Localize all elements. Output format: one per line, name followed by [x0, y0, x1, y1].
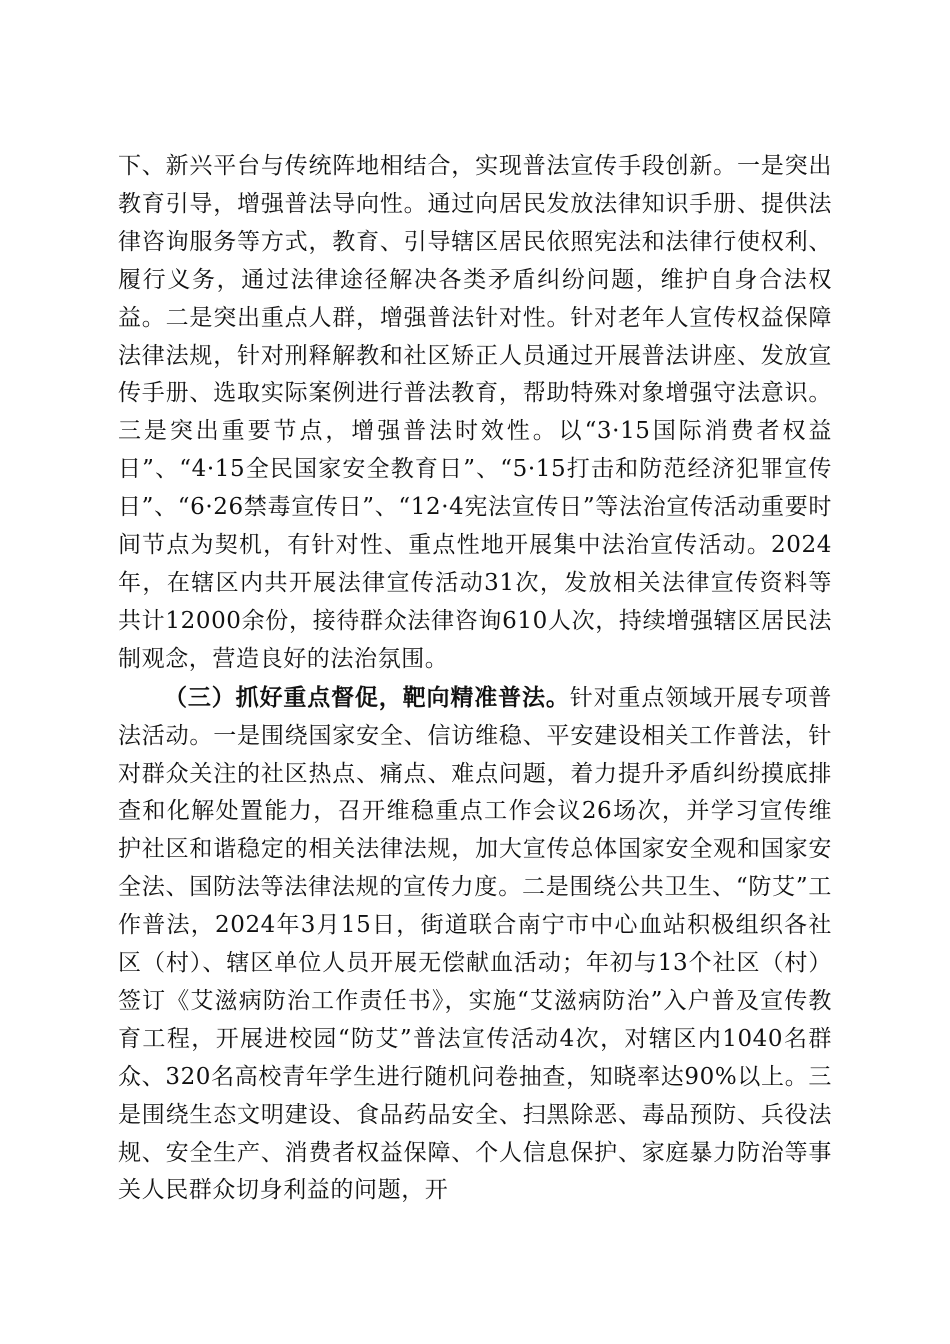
- document-page: [118, 148, 832, 1210]
- body-paragraph-2: [118, 679, 832, 1211]
- section-heading-3: （三）抓好重点督促，靶向精准普法。: [164, 683, 570, 711]
- body-paragraph-1: 下、新兴平台与传统阵地相结合，实现普法宣传手段创新。一是突出教育引导，增强普法导向性。通过向居民发放法律知识手册、提供法律咨询服务等方式，教育、引导辖区居民依照宪法和法律行使权利、履行义务，通过法律途径解决各类矛盾纠纷问题，维护自身合法权益。二是突出重点人群，增强普法针对性。针对老年人宣传权益保障法律法规，针对刑释解教和社区矫正人员通过开展普法讲座、发放宣传手册、选取实际案例进行普法教育，帮助特殊对象增强守法意识。三是突出重要节点，增强普法时效性。以“3·15国际消费者权益日”、“4·15全民国家安全教育日”、“5·15打击和防范经济犯罪宣传日”、“6·26禁毒宣传日”、“12·4宪法宣传日”等法治宣传活动重要时间节点为契机，有针对性、重点性地开展集中法治宣传活动。2024年，在辖区内共开展法律宣传活动31次，发放相关法律宣传资料等共计12000余份，接待群众法律咨询610人次，持续增强辖区居民法制观念，营造良好的法治氛围。: [118, 153, 832, 672]
- body-paragraph-2-text: 针对重点领域开展专项普法活动。一是围绕国家安全、信访维稳、平安建设相关工作普法，针对群众关注的社区热点、痛点、难点问题，着力提升矛盾纠纷摸底排查和化解处置能力，召开维稳重点工作会议26场次，并学习宣传维护社区和谐稳定的相关法律法规，加大宣传总体国家安全观和国家安全法、国防法等法律法规的宣传力度。二是围绕公共卫生、“防艾”工作普法，2024年3月15日，街道联合南宁市中心血站积极组织各社区（村）、辖区单位人员开展无偿献血活动；年初与13个社区（村）签订《艾滋病防治工作责任书》，实施“艾滋病防治”入户普及宣传教育工程，开展进校园“防艾”普法宣传活动4次，对辖区内1040名群众、320名高校青年学生进行随机问卷抽查，知晓率达90%以上。三是围绕生态文明建设、食品药品安全、扫黑除恶、毒品预防、兵役法规、安全生产、消费者权益保障、个人信息保护、家庭暴力防治等事关人民群众切身利益的问题，开: [118, 684, 832, 1204]
